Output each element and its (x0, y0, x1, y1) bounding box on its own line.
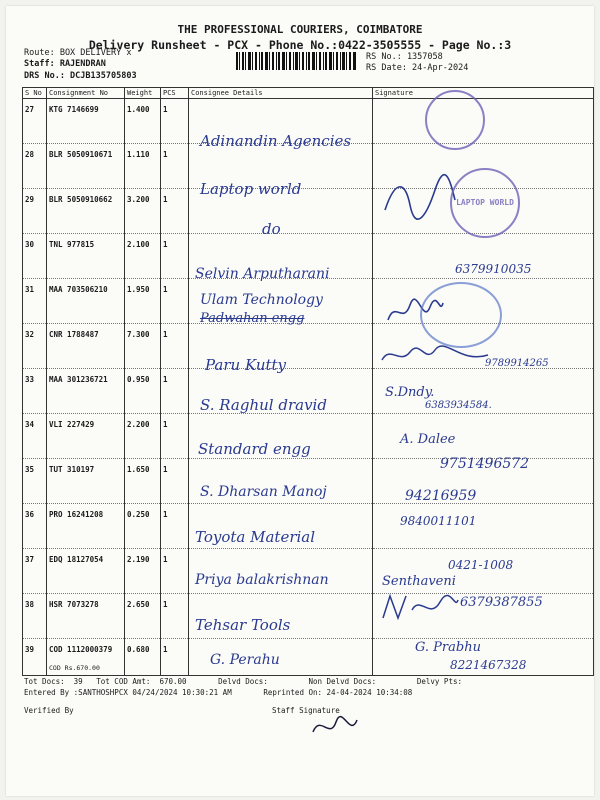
weight-cell: 1.650 (125, 459, 161, 504)
pcs-cell: 1 (161, 234, 189, 279)
handwritten-signature: S.Dndy. (385, 385, 435, 400)
pcs-cell: 1 (161, 639, 189, 676)
sno-cell: 35 (23, 459, 47, 504)
handwritten-signature: Senthaveni (382, 574, 456, 589)
consignment-cell: MAA 703506210 (47, 279, 125, 324)
weight-cell: 2.200 (125, 414, 161, 459)
handwritten-phone: 6379910035 (455, 262, 532, 276)
consignment-cell: BLR 5050910671 (47, 144, 125, 189)
col-signature: Signature (373, 88, 594, 99)
handwritten-consignee: Toyota Material (195, 528, 316, 546)
consignment-cell: HSR 7073278 (47, 594, 125, 639)
receipt-stamp (425, 90, 485, 150)
pcs-cell: 1 (161, 279, 189, 324)
staff-signature-label: Staff Signature (272, 706, 340, 715)
consignment-cell: CNR 1788487 (47, 324, 125, 369)
handwritten-signature: A. Dalee (400, 432, 456, 447)
consignment-cell: BLR 5050910662 (47, 189, 125, 234)
sno-cell: 30 (23, 234, 47, 279)
handwritten-consignee: Adinandin Agencies (200, 132, 352, 150)
company-title: THE PROFESSIONAL COURIERS, COIMBATORE (177, 23, 423, 36)
footer-entered-by: Entered By :SANTHOSHPCX 04/24/2024 10:30:21 AM Reprinted On: 24-04-2024 10:34:08 (24, 688, 413, 697)
handwritten-consignee: Padwahan engg (200, 311, 305, 326)
pcs-cell: 1 (161, 594, 189, 639)
handwritten-consignee: Standard engg (198, 440, 311, 458)
sno-cell: 38 (23, 594, 47, 639)
weight-cell: 1.110 (125, 144, 161, 189)
handwritten-consignee: S. Raghul dravid (200, 396, 327, 414)
handwritten-signature: G. Prabhu (415, 640, 481, 655)
sno-cell: 33 (23, 369, 47, 414)
handwritten-phone: 6379387855 (460, 595, 543, 610)
rs-date: RS Date: 24-Apr-2024 (366, 63, 469, 73)
col-weight: Weight (125, 88, 161, 99)
table-header-row (23, 88, 594, 99)
handwritten-consignee: G. Perahu (210, 652, 280, 668)
sno-cell: 34 (23, 414, 47, 459)
weight-cell: 0.680 (125, 639, 161, 676)
consignment-cell: PRO 16241208 (47, 504, 125, 549)
col-consignment: Consignment No (47, 88, 125, 99)
handwritten-phone: 9840011101 (400, 514, 477, 528)
sno-cell: 27 (23, 99, 47, 144)
pcs-cell: 1 (161, 324, 189, 369)
weight-cell: 1.950 (125, 279, 161, 324)
footer-totals: Tot Docs: 39 Tot COD Amt: 670.00 Delvd Docs: Non Delvd Docs: Delvy Pts: (24, 677, 462, 686)
pcs-cell: 1 (161, 99, 189, 144)
laptop-world-stamp (450, 168, 520, 238)
consignment-cell: TNL 977815 (47, 234, 125, 279)
handwritten-phone: 8221467328 (450, 658, 527, 672)
sno-cell: 36 (23, 504, 47, 549)
handwritten-phone: 9789914265 (485, 358, 549, 369)
rs-number: RS No.: 1357058 (366, 52, 443, 62)
staff-signature-scribble (310, 712, 360, 742)
weight-cell: 1.400 (125, 99, 161, 144)
route-label: Route: BOX DELIVERY x (24, 48, 132, 58)
sno-cell: 31 (23, 279, 47, 324)
pcs-cell: 1 (161, 504, 189, 549)
cod-amount: COD Rs.670.00 (49, 664, 100, 672)
sno-cell: 32 (23, 324, 47, 369)
handwritten-phone: 9751496572 (440, 456, 530, 472)
weight-cell: 0.250 (125, 504, 161, 549)
weight-cell: 2.190 (125, 549, 161, 594)
pcs-cell: 1 (161, 549, 189, 594)
staff-label: Staff: RAJENDRAN (24, 59, 106, 69)
runsheet-subtitle: Delivery Runsheet - PCX - Phone No.:0422-3505555 - Page No.:3 (88, 38, 512, 52)
handwritten-phone: 94216959 (405, 488, 477, 504)
company-stamp (420, 282, 502, 348)
consignment-cell: MAA 301236721 (47, 369, 125, 414)
stamp-text: LAPTOP WORLD (456, 198, 514, 207)
weight-cell: 7.300 (125, 324, 161, 369)
drs-number: DRS No.: DCJB135705803 (24, 71, 137, 81)
consignment-cell: KTG 7146699 (47, 99, 125, 144)
consignment-cell: TUT 310197 (47, 459, 125, 504)
pcs-cell: 1 (161, 144, 189, 189)
handwritten-consignee: Ulam Technology (200, 292, 323, 308)
handwritten-phone: 6383934584. (425, 400, 492, 411)
weight-cell: 0.950 (125, 369, 161, 414)
sno-cell: 29 (23, 189, 47, 234)
handwritten-consignee: Paru Kutty (205, 356, 287, 374)
sno-cell: 28 (23, 144, 47, 189)
handwritten-consignee: Selvin Arputharani (195, 266, 330, 282)
sno-cell: 39 (23, 639, 47, 676)
consignment-cell (47, 639, 125, 676)
pcs-cell: 1 (161, 414, 189, 459)
handwritten-consignee: do (262, 220, 281, 238)
col-pcs: PCS (161, 88, 189, 99)
pcs-cell: 1 (161, 459, 189, 504)
signature-scribble (380, 590, 460, 625)
col-sno: S No (23, 88, 47, 99)
handwritten-consignee: Tehsar Tools (195, 616, 291, 634)
weight-cell: 2.100 (125, 234, 161, 279)
signature-scribble (380, 170, 460, 230)
handwritten-consignee: Priya balakrishnan (195, 572, 329, 588)
handwritten-phone: 0421-1008 (448, 558, 514, 572)
weight-cell: 2.650 (125, 594, 161, 639)
consignment-cell: VLI 227429 (47, 414, 125, 459)
sno-cell: 37 (23, 549, 47, 594)
consignment-cell: EDQ 18127054 (47, 549, 125, 594)
weight-cell: 3.200 (125, 189, 161, 234)
barcode-image (236, 52, 356, 70)
verified-by-label: Verified By (24, 706, 74, 715)
pcs-cell: 1 (161, 189, 189, 234)
pcs-cell: 1 (161, 369, 189, 414)
handwritten-consignee: S. Dharsan Manoj (200, 484, 327, 500)
consignment-text: COD 1112000379 (49, 645, 113, 654)
handwritten-consignee: Laptop world (200, 180, 302, 198)
col-consignee: Consignee Details (189, 88, 373, 99)
